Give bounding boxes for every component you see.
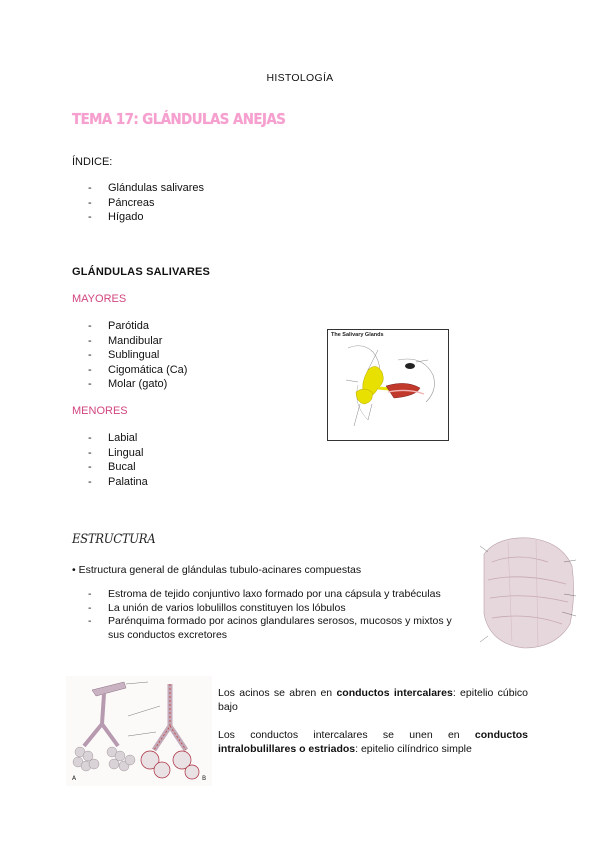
salivary-illustration [328,330,448,440]
acini-ducts-illustration [66,676,212,786]
section-heading-estructura: ESTRUCTURA [72,532,156,547]
text-run: Los acinos se abren en [218,687,337,699]
conductos-paragraph-1 [218,686,528,714]
svg-text:B: B [202,775,207,782]
list-item: - Bucal [88,460,148,475]
section-heading-salivares: GLÁNDULAS SALIVARES [72,266,211,278]
salivary-glands-figure [327,329,449,441]
page-header: HISTOLOGÍA [266,72,334,84]
estructura-bullet: • Estructura general de glándulas tubulo-acinares compuestas [72,564,362,576]
text-run: Los conductos intercalares se unen en [218,729,475,741]
topic-title: TEMA 17: GLÁNDULAS ANEJAS [72,110,286,128]
acini-ducts-figure [66,676,212,786]
index-list [88,181,204,225]
term-conductos-intercalares: conductos intercalares [336,687,453,699]
micrograph-illustration [478,532,580,654]
estructura-list [88,588,468,642]
subheading-mayores: MAYORES [72,293,127,305]
list-item: - Estroma de tejido conjuntivo laxo formado por una cápsula y trabéculas [88,588,468,602]
list-item: - Parótida [88,319,187,334]
subheading-menores: MENORES [72,405,128,417]
index-item: - Páncreas [88,196,204,211]
menores-list [88,431,148,489]
list-item: - Mandibular [88,334,187,349]
figure-title: The Salivary Glands [331,332,384,338]
list-item: - Parénquima formado por acinos glandulares serosos, mucosos y mixtos y sus conductos excretores [88,615,468,642]
list-item: - Labial [88,431,148,446]
list-item: - La unión de varios lobulillos constituyen los lóbulos [88,602,468,616]
list-item: - Lingual [88,446,148,461]
text-run: : epitelio cilíndrico simple [355,743,472,755]
histology-micrograph [478,532,580,654]
list-item: - Palatina [88,475,148,490]
mayores-list [88,319,187,392]
list-item: - Cigomática (Ca) [88,363,187,378]
text-run: : epitelio cúbico bajo [218,687,528,713]
term-conductos-estriados: conductos intralobulillares o estriados [218,729,528,755]
list-item: - Sublingual [88,348,187,363]
conductos-paragraph-2 [218,728,528,756]
index-item: - Hígado [88,210,204,225]
index-item: - Glándulas salivares [88,181,204,196]
list-item: - Molar (gato) [88,377,187,392]
index-label: ÍNDICE: [72,156,113,168]
svg-text:A: A [72,775,77,782]
